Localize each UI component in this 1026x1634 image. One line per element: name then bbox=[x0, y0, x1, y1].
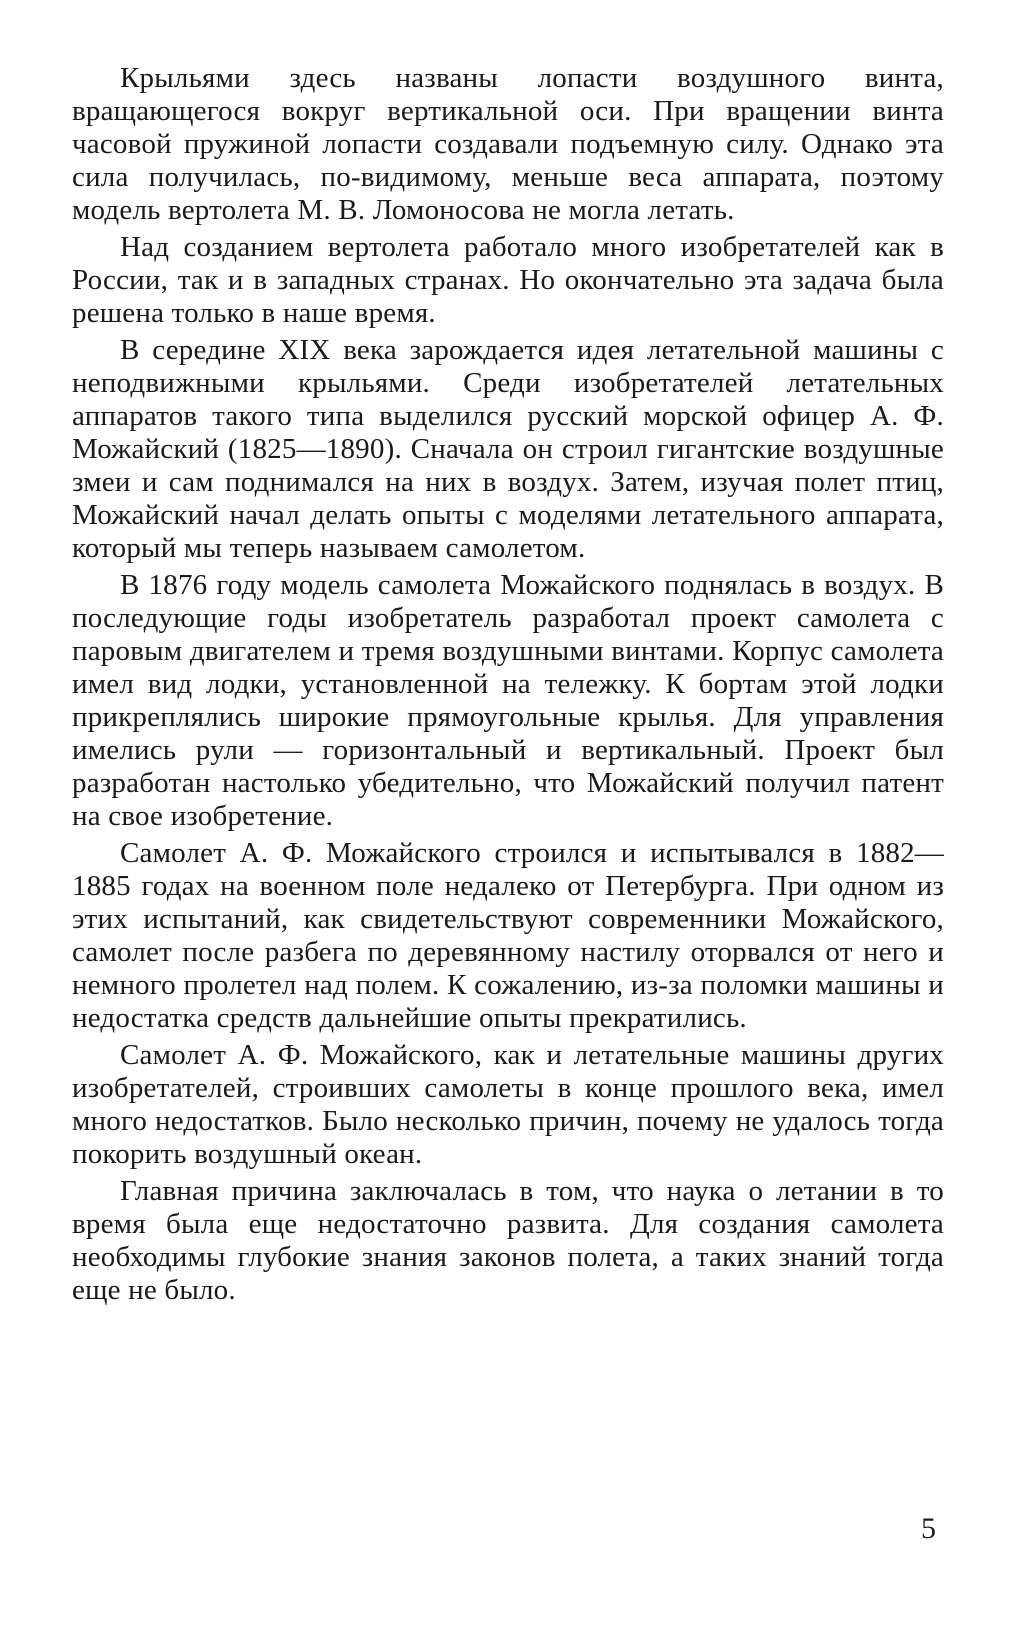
paragraph-6: Самолет А. Ф. Можайского, как и летательные машины других изобретателей, строивших самолеты в конце прошлого века, имел много недостатков. Было несколько причин, почему не удалось тогда покорить воздушный океан. bbox=[72, 1039, 944, 1170]
page-number: 5 bbox=[921, 1512, 936, 1545]
paragraph-4: В 1876 году модель самолета Можайского поднялась в воздух. В последующие годы изобретатель разработал проект самолета с паровым двигателем и тремя воздушными винтами. Корпус самолета имел вид лодки, установленной на тележку. К бортам этой лодки прикреплялись широкие прямоугольные крылья. Для управления имелись рули — горизонтальный и вертикальный. Проект был разработан настолько убедительно, что Можайский получил патент на свое изобретение. bbox=[72, 569, 944, 832]
paragraph-5: Самолет А. Ф. Можайского строился и испытывался в 1882—1885 годах на военном поле недалеко от Петербурга. При одном из этих испытаний, как свидетельствуют современники Можайского, самолет после разбега по деревянному настилу оторвался от него и немного пролетел над полем. К сожалению, из-за поломки машины и недостатка средств дальнейшие опыты прекратились. bbox=[72, 837, 944, 1034]
paragraph-3: В середине XIX века зарождается идея летательной машины с неподвижными крыльями. Среди изобретателей летательных аппаратов такого типа выделился русский морской офицер А. Ф. Можайский (1825—1890). Сначала он строил гигантские воздушные змеи и сам поднимался на них в воздух. Затем, изучая полет птиц, Можайский начал делать опыты с моделями летательного аппарата, который мы теперь называем самолетом. bbox=[72, 334, 944, 564]
paragraph-7: Главная причина заключалась в том, что наука о летании в то время была еще недостаточно развита. Для создания самолета необходимы глубокие знания законов полета, а таких знаний тогда еще не было. bbox=[72, 1175, 944, 1306]
paragraph-2: Над созданием вертолета работало много изобретателей как в России, так и в западных странах. Но окончательно эта задача была решена только в наше время. bbox=[72, 231, 944, 329]
body-text bbox=[72, 62, 944, 1311]
paragraph-1: Крыльями здесь названы лопасти воздушного винта, вращающегося вокруг вертикальной оси. При вращении винта часовой пружиной лопасти создавали подъемную силу. Однако эта сила получилась, по-видимому, меньше веса аппарата, поэтому модель вертолета М. В. Ломоносова не могла летать. bbox=[72, 62, 944, 226]
